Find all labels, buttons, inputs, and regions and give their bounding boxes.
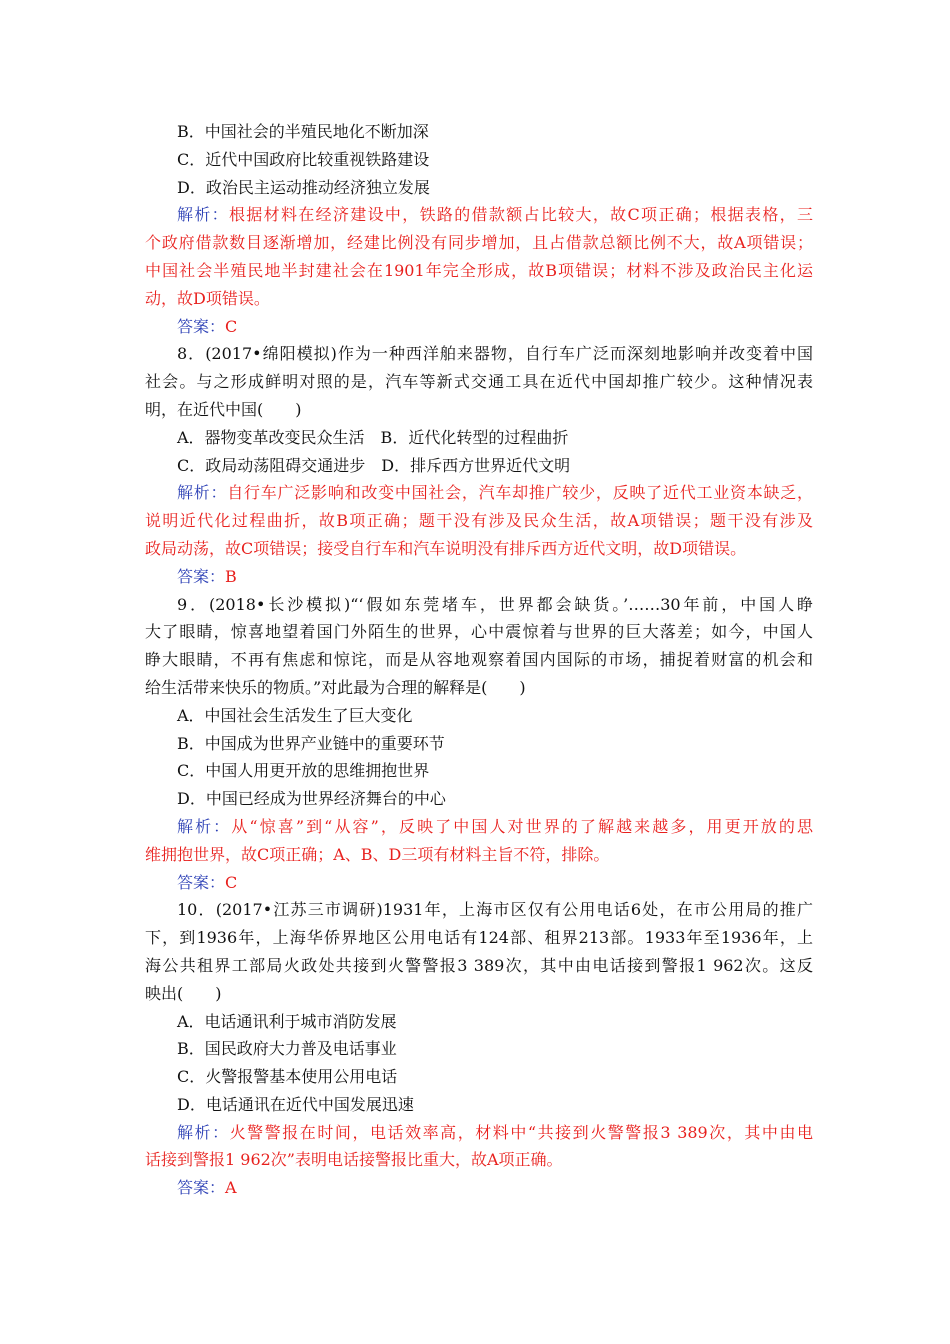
analysis	[145, 1119, 813, 1175]
analysis-text: 话接到警报1 962次”表明电话接警报比重大，故A项正确。	[145, 1150, 563, 1170]
analysis-text: 中国社会半殖民地半封建社会在1901年完全形成，故B项错误；材料不涉及政治民主化运	[145, 260, 813, 280]
question-stem: 社会。与之形成鲜明对照的是，汽车等新式交通工具在近代中国却推广较少。这种情况表	[145, 372, 813, 392]
question-stem: 大了眼睛，惊喜地望着国门外陌生的世界，心中震惊着与世界的巨大落差；如今，中国人	[145, 622, 813, 642]
option-b: B．国民政府大力普及电话事业	[177, 1039, 397, 1059]
answer-label: 答案：	[177, 1178, 226, 1198]
analysis-label: 解析：	[177, 816, 232, 836]
option-c: C．火警报警基本使用公用电话	[177, 1067, 398, 1087]
analysis-label: 解析：	[177, 1122, 230, 1142]
answer-value: C	[225, 316, 238, 336]
option-a: A．中国社会生活发生了巨大变化	[177, 705, 413, 725]
answer-label: 答案：	[177, 316, 226, 336]
question-8	[145, 340, 813, 590]
analysis-text: 政局动荡，故C项错误；接受自行车和汽车说明没有排斥西方近代文明，故D项错误。	[145, 538, 747, 558]
answer	[145, 869, 813, 897]
analysis-text: 根据材料在经济建设中，铁路的借款额占比较大，故C项正确；根据表格，三	[228, 205, 813, 225]
option-b: B．中国社会的半殖民地化不断加深	[177, 122, 429, 141]
analysis	[145, 201, 813, 312]
analysis	[145, 479, 813, 562]
option-d: D．政治民主运动推动经济独立发展	[177, 177, 430, 197]
question-stem: 睁大眼睛，不再有焦虑和惊诧，而是从容地观察着国内国际的市场，捕捉着财富的机会和	[145, 650, 813, 670]
option-a: A．电话通讯利于城市消防发展	[177, 1011, 397, 1031]
analysis-text: 火警警报在时间，电话效率高，材料中“共接到火警警报3 389次，其中由电	[229, 1122, 813, 1142]
option-b: B．中国成为世界产业链中的重要环节	[177, 733, 445, 753]
analysis	[145, 813, 813, 869]
question-stem: 海公共租界工部局火政处共接到火警警报3 389次，其中由电话接到警报1 962次。这反	[145, 955, 813, 975]
analysis-text: 个政府借款数目逐渐增加，经建比例没有同步增加，且占借款总额比例不大，故A项错误；	[145, 233, 813, 253]
answer-label: 答案：	[177, 872, 226, 892]
analysis-text: 自行车广泛影响和改变中国社会，汽车却推广较少，反映了近代工业资本缺乏，	[227, 483, 813, 503]
question-stem: 下，到1936年，上海华侨界地区公用电话有124部、租界213部。1933年至1936年，上	[145, 928, 813, 948]
answer	[145, 1174, 813, 1202]
answer-label: 答案：	[177, 566, 226, 586]
analysis-label: 解析：	[177, 205, 229, 225]
options-cd: C．政局动荡阻碍交通进步 D．排斥西方世界近代文明	[177, 455, 571, 475]
option-c: C．近代中国政府比较重视铁路建设	[177, 149, 430, 169]
option-c: C．中国人用更开放的思维拥抱世界	[177, 761, 430, 781]
answer-value: C	[225, 872, 238, 892]
answer	[145, 313, 813, 341]
question-stem: 10．(2017•江苏三市调研)1931年，上海市区仅有公用电话6处，在市公用局的推广	[177, 900, 813, 920]
question-stem: 9．(2018•长沙模拟)“‘假如东莞堵车，世界都会缺货。’……30年前，中国人睁	[177, 594, 813, 614]
answer	[145, 563, 813, 591]
option-d: D．电话通讯在近代中国发展迅速	[177, 1094, 414, 1114]
options-ab: A．器物变革改变民众生活 B．近代化转型的过程曲折	[177, 427, 569, 447]
question-stem: 给生活带来快乐的物质。”对此最为合理的解释是( )	[145, 677, 526, 697]
option-d: D．中国已经成为世界经济舞台的中心	[177, 789, 446, 809]
question-stem: 明，在近代中国( )	[145, 399, 302, 419]
question-stem: 8．(2017•绵阳模拟)作为一种西洋舶来器物，自行车广泛而深刻地影响并改变着中国	[177, 344, 813, 364]
analysis-text: 说明近代化过程曲折，故B项正确；题干没有涉及民众生活，故A项错误；题干没有涉及	[145, 511, 813, 531]
answer-value: A	[225, 1178, 237, 1198]
question-7	[145, 118, 813, 340]
question-9	[145, 591, 813, 897]
question-stem: 映出( )	[145, 983, 222, 1003]
analysis-label: 解析：	[177, 483, 228, 503]
question-10	[145, 896, 813, 1202]
document-page	[145, 118, 813, 1202]
answer-value: B	[225, 566, 237, 586]
analysis-text: 从“惊喜”到“从容”，反映了中国人对世界的了解越来越多，用更开放的思	[231, 816, 813, 836]
analysis-text: 动，故D项错误。	[145, 288, 270, 308]
analysis-text: 维拥抱世界，故C项正确；A、B、D三项有材料主旨不符，排除。	[145, 844, 610, 864]
